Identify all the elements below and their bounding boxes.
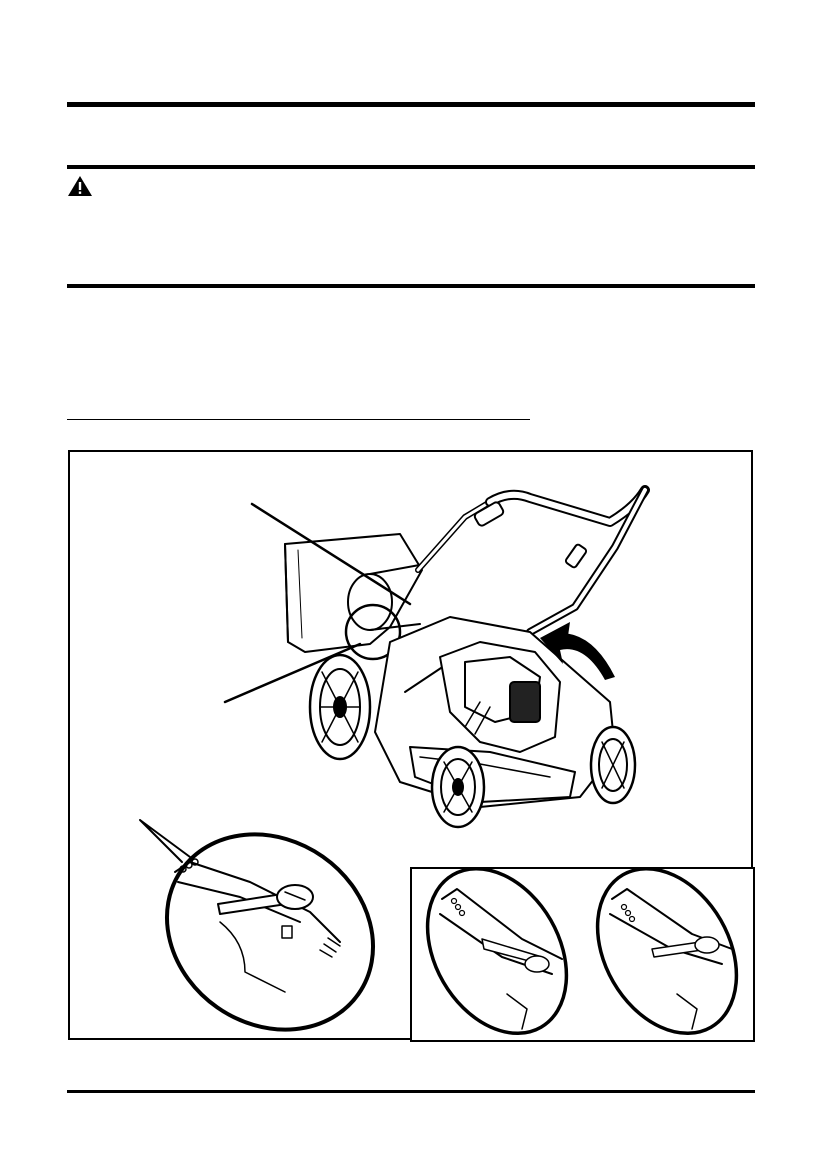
section-underline xyxy=(67,419,530,420)
mower-figure xyxy=(68,450,753,1040)
adjustment-detail-inset xyxy=(410,867,755,1042)
warning-triangle-icon xyxy=(67,175,93,197)
header-rule xyxy=(67,102,755,107)
footer-rule xyxy=(67,1090,755,1093)
warning-top-rule xyxy=(67,165,755,169)
warning-bottom-rule xyxy=(67,284,755,288)
handle-bracket-detail xyxy=(412,869,757,1044)
